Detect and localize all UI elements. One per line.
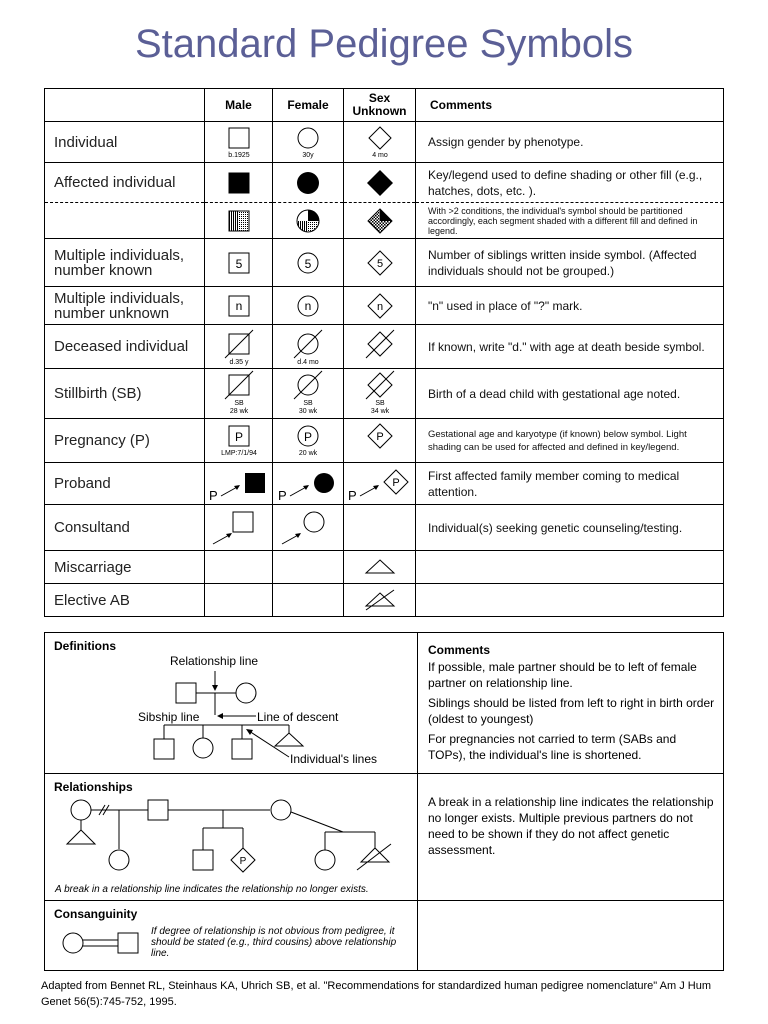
row-comment: Birth of a dead child with gestational age noted.	[416, 369, 724, 419]
symbol-text: P	[303, 429, 313, 444]
citation-footer: Adapted from Bennet RL, Steinhaus KA, Uhrich SB, et al. "Recommendations for standardized human pedigree nomenclature" Am J Hum Genet 56(5):745-752, 1995.	[41, 980, 711, 1008]
page-title: Standard Pedigree Symbols	[134, 22, 634, 66]
pregnancy-circle-symbol	[288, 422, 328, 460]
partitioned-square-symbol	[219, 206, 259, 236]
row-proband	[45, 463, 724, 505]
symbol-note: d.35 y	[228, 358, 249, 366]
row-comment: "n" used in place of "?" mark.	[416, 287, 724, 325]
symbol-note: 30y	[302, 152, 314, 159]
symbol-note: 34 wk	[370, 407, 389, 415]
comments-panel	[418, 633, 724, 774]
row-pregnancy	[45, 419, 724, 463]
partitioned-circle-symbol	[288, 206, 328, 236]
symbol-note: SB	[374, 399, 385, 407]
proband-letter: P	[208, 487, 218, 503]
row-label: Consultand	[45, 505, 205, 551]
proband-unknown-symbol	[346, 466, 414, 502]
comment-partner-order: If possible, male partner should be to left of female partner on relationship line.	[428, 660, 697, 690]
definitions-table	[44, 632, 724, 971]
relationships-title: Relationships	[54, 780, 133, 794]
table-header-row	[45, 89, 724, 122]
symbol-text: n	[376, 300, 383, 313]
line-of-descent-label: Line of descent	[257, 710, 339, 724]
row-comment: If known, write "d." with age at death beside symbol.	[416, 325, 724, 369]
definitions-row	[45, 633, 724, 774]
row-miscarriage	[45, 551, 724, 584]
consanguinity-panel	[45, 901, 418, 971]
row-label: Affected individual	[45, 163, 205, 203]
comment-sibling-order: Siblings should be listed from left to right in birth order (oldest to youngest)	[428, 696, 715, 726]
partitioned-diamond-symbol	[360, 206, 400, 236]
female-affected-cell	[273, 163, 344, 203]
relationships-caption: A break in a relationship line indicates the relationship no longer exists.	[55, 884, 369, 895]
stillbirth-diamond-symbol	[360, 371, 400, 417]
unknown-partitioned-cell	[344, 203, 416, 239]
row-comment: Gestational age and karyotype (if known) below symbol. Light shading can be used for affected and defined in key/legend.	[416, 419, 724, 463]
svg-text:P: P	[391, 476, 400, 489]
male-partitioned-cell	[205, 203, 273, 239]
male-individual-cell	[205, 122, 273, 163]
deceased-circle-symbol	[288, 328, 328, 366]
stillbirth-circle-symbol	[288, 371, 328, 417]
stillbirth-square-symbol	[219, 371, 259, 417]
filled-circle-symbol	[288, 168, 328, 198]
proband-letter: P	[278, 487, 287, 503]
consanguinity-note: If degree of relationship is not obvious from pedigree, it should be stated (e.g., third cousins) above relationship line.	[151, 926, 397, 959]
consanguinity-symbol	[59, 925, 149, 965]
header-blank	[45, 89, 205, 122]
symbol-note: b.1925	[227, 152, 250, 159]
unknown-individual-cell	[344, 122, 416, 163]
row-comment: First affected family member coming to medical attention.	[416, 463, 724, 505]
row-stillbirth	[45, 369, 724, 419]
circle-symbol	[288, 124, 328, 160]
diamond-number-symbol	[360, 248, 400, 278]
row-label: Pregnancy (P)	[45, 419, 205, 463]
miscarriage-triangle-symbol	[360, 555, 400, 579]
symbol-note: LMP:7/1/94	[220, 449, 257, 457]
deceased-square-symbol	[219, 328, 259, 366]
comment-pregnancies: For pregnancies not carried to term (SABs and TOPs), the individual's line is shortened.	[428, 732, 677, 762]
pedigree-symbols-table	[44, 88, 724, 617]
definitions-panel	[45, 633, 418, 774]
row-label: Stillbirth (SB)	[45, 369, 205, 419]
row-comment: Key/legend used to define shading or other fill (e.g., hatches, dots, etc. ).	[416, 163, 724, 203]
row-multiple-unknown	[45, 287, 724, 325]
proband-male-symbol	[207, 466, 271, 502]
row-affected	[45, 163, 724, 203]
symbol-note: 4 mo	[371, 152, 388, 159]
female-individual-cell	[273, 122, 344, 163]
symbol-text: n	[304, 298, 312, 313]
row-comment: Number of siblings written inside symbol. (Affected individuals should not be grouped.)	[416, 239, 724, 287]
symbol-note: SB	[233, 399, 244, 407]
circle-number-symbol	[288, 248, 328, 278]
row-comment: Individual(s) seeking genetic counseling/testing.	[416, 505, 724, 551]
row-deceased	[45, 325, 724, 369]
row-label: Miscarriage	[45, 551, 205, 584]
relationships-diagram	[45, 774, 417, 900]
elective-ab-symbol	[360, 588, 400, 612]
row-label: Multiple individuals, number known	[45, 239, 205, 287]
sibship-line-label: Sibship line	[138, 710, 200, 724]
relationships-comment: A break in a relationship line indicates the relationship no longer exists. Multiple previous partners do not need to be shown if they do not affect genetic assessment.	[428, 795, 714, 857]
row-comment: With >2 conditions, the individual's symbol should be partitioned accordingly, each segment shaded with a different fill and defined in legend.	[416, 203, 724, 239]
symbol-text: 5	[304, 256, 312, 271]
female-partitioned-cell	[273, 203, 344, 239]
symbol-note: SB	[303, 399, 313, 407]
svg-text:P: P	[239, 856, 247, 867]
symbol-note: 28 wk	[229, 407, 248, 415]
consanguinity-comment-panel	[418, 901, 724, 971]
header-male: Male	[205, 89, 273, 122]
diamond-n-symbol	[360, 291, 400, 321]
filled-square-symbol	[219, 168, 259, 198]
diamond-symbol	[360, 124, 400, 160]
row-consultand	[45, 505, 724, 551]
row-label: Multiple individuals, number unknown	[45, 287, 205, 325]
symbol-text: n	[235, 298, 242, 313]
consultand-male-symbol	[209, 508, 269, 548]
unknown-affected-cell	[344, 163, 416, 203]
row-label: Deceased individual	[45, 325, 205, 369]
consanguinity-title: Consanguinity	[54, 907, 138, 921]
definitions-diagram	[45, 633, 417, 773]
header-comments: Comments	[416, 89, 724, 122]
filled-diamond-symbol	[360, 168, 400, 198]
symbol-text: P	[234, 429, 243, 444]
row-multiple-known	[45, 239, 724, 287]
symbol-note: d.4 mo	[297, 358, 319, 366]
relationships-comment-panel	[418, 774, 724, 901]
male-affected-cell	[205, 163, 273, 203]
definitions-title: Definitions	[54, 639, 116, 653]
individuals-lines-label: Individual's lines	[290, 752, 378, 766]
square-number-symbol	[219, 248, 259, 278]
symbol-note: 30 wk	[298, 407, 318, 415]
square-symbol	[219, 124, 259, 160]
symbol-text: P	[375, 430, 384, 443]
proband-letter: P	[347, 487, 357, 503]
consultand-female-symbol	[278, 508, 338, 548]
deceased-diamond-symbol	[360, 328, 400, 366]
symbol-text: 5	[235, 256, 242, 271]
pregnancy-square-symbol	[219, 422, 259, 460]
symbol-note: 20 wk	[298, 449, 318, 457]
circle-n-symbol	[288, 291, 328, 321]
row-elective-ab	[45, 584, 724, 617]
row-label: Proband	[45, 463, 205, 505]
row-comment: Assign gender by phenotype.	[416, 122, 724, 163]
row-label: Elective AB	[45, 584, 205, 617]
header-sex-unknown: Sex Unknown	[344, 89, 416, 122]
square-n-symbol	[219, 291, 259, 321]
consanguinity-row	[45, 901, 724, 971]
symbol-text: 5	[376, 257, 383, 270]
row-multi-condition	[45, 203, 724, 239]
relationships-panel	[45, 774, 418, 901]
proband-female-symbol	[276, 466, 340, 502]
row-individual	[45, 122, 724, 163]
header-female: Female	[273, 89, 344, 122]
row-label: Individual	[45, 122, 205, 163]
relationships-row	[45, 774, 724, 901]
pregnancy-diamond-symbol	[360, 422, 400, 460]
comments-title: Comments	[428, 643, 491, 657]
relationship-line-label: Relationship line	[170, 654, 259, 668]
